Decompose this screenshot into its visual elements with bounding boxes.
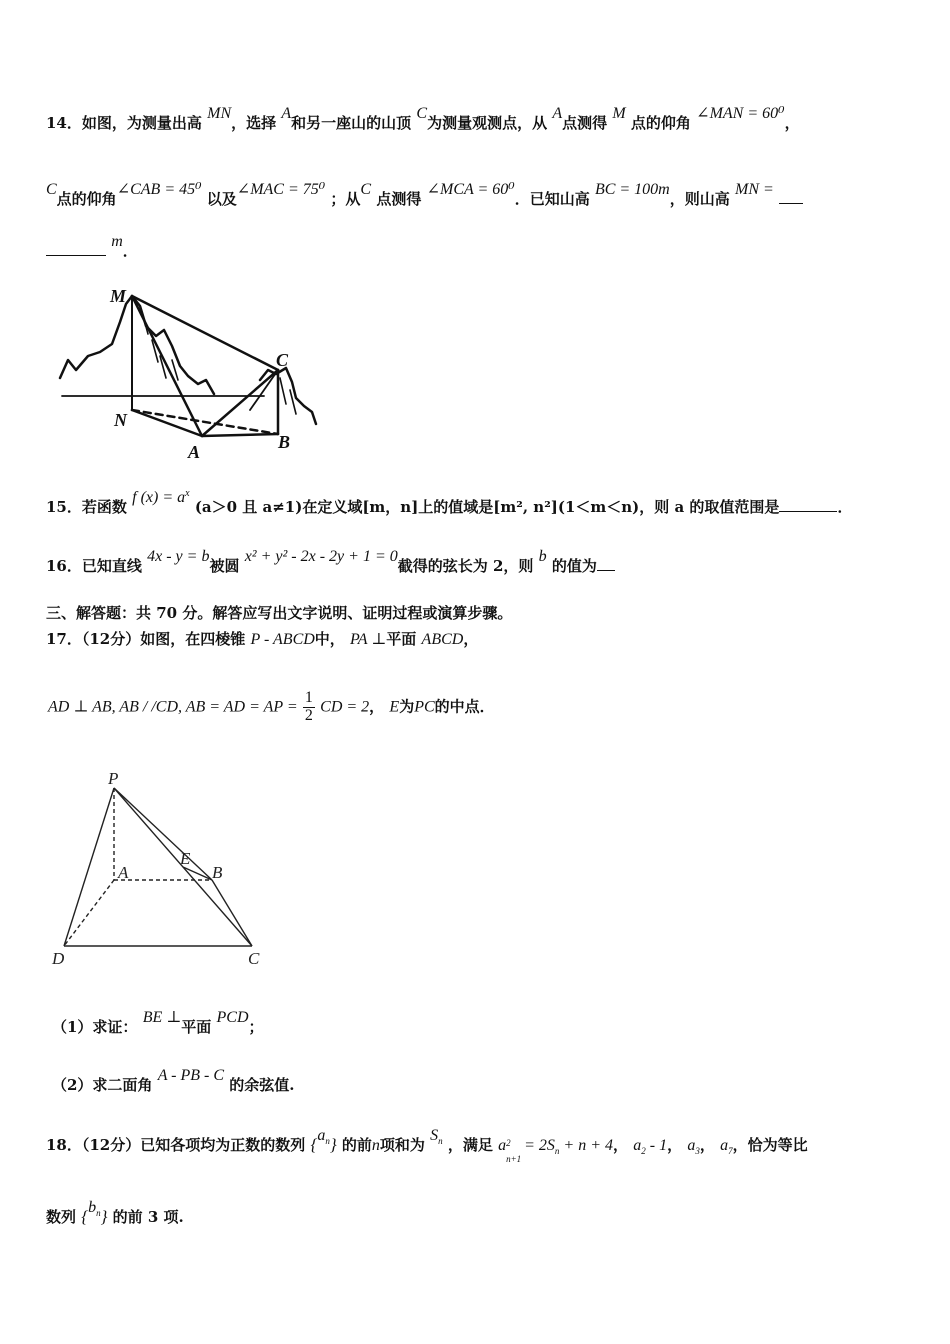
label-c: C xyxy=(248,949,260,968)
label-d: D xyxy=(52,949,65,968)
q14-line2: C点的仰角∠CAB = 45⁰ 以及∠MAC = 75⁰ ；从C 点测得 ∠MCA = 60⁰．已知山高 BC = 100m，则山高 MN = xyxy=(46,188,803,209)
height-bc: BC = 100m xyxy=(594,181,670,198)
fraction-half: $\frac{1}{2}$ xyxy=(304,689,313,724)
circle-equation: x² + y² - 2x - 2y + 1 = 0 xyxy=(244,548,398,565)
q16-line: 16．已知直线 4x - y = b被圆 x² + y² - 2x - 2y + 1 = 0截得的弦长为 2，则 b 的值为 xyxy=(46,555,615,576)
q17-part2: （2）求二面角 A - PB - C 的余弦值. xyxy=(52,1067,295,1094)
label-e: E xyxy=(180,849,191,868)
q15-line: 15．若函数 f $(x) = a^x$ (a＞0 且 a≠1)在定义域[m，n]上的值域是[m², n²](1＜m＜n)，则 a 的取值范围是 ． xyxy=(46,488,853,516)
angle-man: ∠MAN = 60⁰ xyxy=(696,105,785,122)
dihedral-angle: A - PB - C xyxy=(157,1067,225,1084)
sequence-bn: b xyxy=(88,1199,97,1216)
conditions: AD ⊥ AB, AB / /CD, AB = AD = AP = xyxy=(48,698,298,716)
mn-symbol: MN xyxy=(207,105,232,122)
pyramid-name: P - ABCD xyxy=(250,631,315,648)
label-m: M xyxy=(110,286,127,306)
segment-nb xyxy=(132,410,278,434)
q17-part1: （1）求证： BE ⊥平面 PCD； xyxy=(52,1009,264,1036)
right-mountain-outline xyxy=(260,368,316,424)
q17-line2: AD ⊥ AB, AB / /CD, AB = AD = AP = $\frac{1}{2}$ CD = 2， E为PC的中点． xyxy=(48,689,495,724)
label-b: B xyxy=(212,863,223,882)
edge-pd xyxy=(64,788,114,946)
mountain-figure xyxy=(54,282,334,462)
q18-line1: 18．（12分）已知各项均为正数的数列 $\{a_n\}$ 的前n项和为 $S_n$ ，满足 a 2 n+1 = $2S_n + n + 4$， $a_2 - 1$， $a_3$， $a_7$，恰为等比 xyxy=(46,1127,808,1164)
q14-line1: 14．如图，为测量出高 MN，选择 A和另一座山的山顶 C为测量观测点，从 A点测得 M 点的仰角 ∠MAN = 60⁰， xyxy=(46,105,800,132)
edge-ad xyxy=(64,880,114,946)
label-b: B xyxy=(278,432,291,452)
q17-line1: 17．（12分）如图，在四棱锥 P - ABCD中， PA ⊥平面 ABCD， xyxy=(46,630,479,648)
pyramid-figure xyxy=(44,766,284,972)
section-heading: 三、解答题：共 70 分。解答应写出文字说明、证明过程或演算步骤。 xyxy=(46,604,513,622)
label-p: P xyxy=(108,769,119,788)
line-equation: 4x - y = b xyxy=(147,548,210,565)
segment-ab xyxy=(202,434,278,436)
q18-line2: 数列 $\{b_n\}$ 的前 3 项. xyxy=(46,1199,184,1226)
label-a: A xyxy=(118,863,129,882)
answer-blank-14b xyxy=(46,255,106,256)
q14-line3: m． xyxy=(46,240,138,261)
edge-bc xyxy=(212,880,252,946)
answer-blank-15 xyxy=(779,511,837,512)
label-c: C xyxy=(276,350,289,370)
label-a: A xyxy=(188,442,201,462)
sequence-an: a xyxy=(317,1127,326,1144)
angle-mac: ∠MAC = 75⁰ xyxy=(236,181,326,198)
function-fx: f (x) = a xyxy=(132,489,186,506)
edge-pb xyxy=(114,788,212,880)
segment-be xyxy=(183,867,212,880)
recurrence: a 2 n+1 = $2S_n + n + 4$ xyxy=(498,1137,613,1164)
answer-blank-14a xyxy=(779,203,803,204)
left-mountain-outline xyxy=(60,296,214,394)
angle-cab: ∠CAB = 45⁰ xyxy=(116,181,202,198)
label-n: N xyxy=(114,410,127,430)
angle-mca: ∠MCA = 60⁰ xyxy=(426,181,515,198)
segment-ac xyxy=(202,370,278,436)
answer-blank-16 xyxy=(597,570,615,571)
